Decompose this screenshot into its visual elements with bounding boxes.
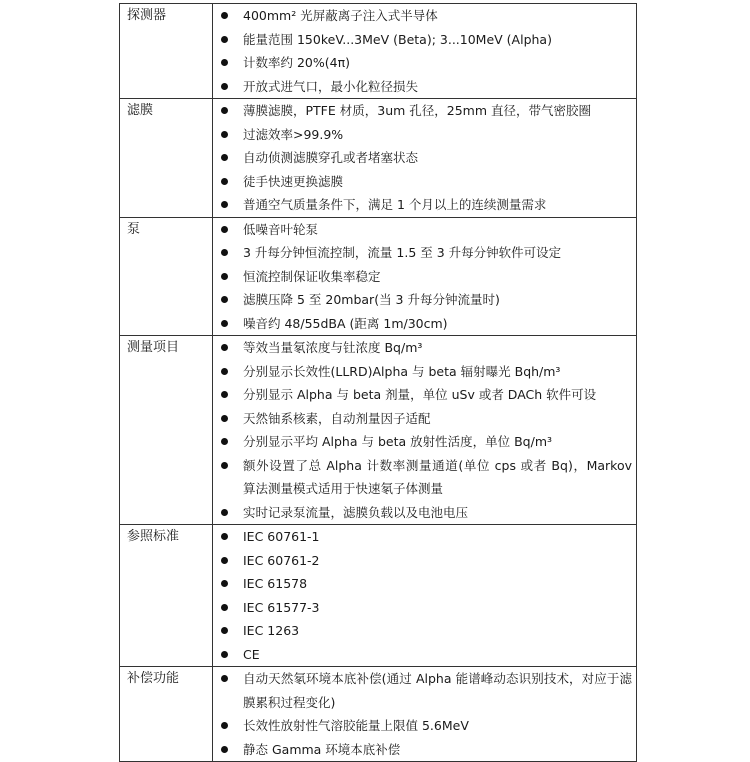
list-item — [213, 241, 636, 265]
list-item — [213, 454, 636, 501]
list-item — [213, 667, 636, 714]
bullet-icon — [221, 12, 228, 19]
bullet-icon — [221, 604, 228, 611]
list-item — [213, 336, 636, 360]
category-cell — [120, 99, 213, 218]
items-cell — [213, 217, 637, 336]
list-item — [213, 51, 636, 75]
category-label: 滤膜 — [127, 103, 154, 118]
list-item — [213, 714, 636, 738]
list-item — [213, 170, 636, 194]
list-item-text: 分别显示平均 Alpha 与 beta 放射性活度，单位 Bq/m³ — [243, 434, 553, 449]
list-item-text: 计数率约 20%(4π) — [243, 55, 350, 70]
list-item-text: 低噪音叶轮泵 — [243, 221, 319, 237]
list-item-text: IEC 60761-1 — [243, 529, 320, 544]
list-item — [213, 75, 636, 99]
spec-row — [120, 99, 637, 218]
list-item — [213, 218, 636, 242]
list-item — [213, 28, 636, 52]
bullet-list — [213, 4, 636, 98]
list-item — [213, 738, 636, 762]
list-item-text: 滤膜压降 5 至 20mbar(当 3 升每分钟流量时) — [243, 292, 500, 307]
bullet-icon — [221, 131, 228, 138]
category-label: 泵 — [127, 221, 141, 237]
list-item-text: IEC 1263 — [243, 623, 300, 638]
list-item — [213, 265, 636, 289]
spec-table — [119, 3, 637, 762]
list-item — [213, 4, 636, 28]
list-item-text: 静态 Gamma 环境本底补偿 — [243, 741, 401, 757]
category-label: 补偿功能 — [127, 671, 180, 686]
bullet-icon — [221, 83, 228, 90]
list-item-text: 薄膜滤膜，PTFE 材质，3um 孔径，25mm 直径，带气密胶圈 — [243, 103, 591, 118]
list-item — [213, 619, 636, 643]
category-label: 探测器 — [127, 8, 167, 23]
list-item — [213, 549, 636, 573]
bullet-icon — [221, 438, 228, 445]
bullet-icon — [221, 107, 228, 114]
list-item-text: IEC 61577-3 — [243, 599, 320, 615]
bullet-icon — [221, 154, 228, 161]
bullet-icon — [221, 296, 228, 303]
bullet-icon — [221, 249, 228, 256]
list-item — [213, 193, 636, 217]
list-item — [213, 288, 636, 312]
bullet-icon — [221, 580, 228, 587]
list-item — [213, 596, 636, 620]
list-item-text: 额外设置了总 Alpha 计数率测量通道(单位 cps 或者 Bq)，Markov 算法测量模式适用于快速氡子体测量 — [243, 457, 632, 496]
spec-row — [120, 217, 637, 336]
category-cell — [120, 667, 213, 762]
list-item-text: 实时记录泵流量，滤膜负载以及电池电压 — [243, 504, 469, 520]
list-item-text: 等效当量氡浓度与钍浓度 Bq/m³ — [243, 340, 423, 355]
list-item-text: 恒流控制保证收集率稳定 — [243, 268, 381, 284]
bullet-icon — [221, 746, 228, 753]
list-item-text: 能量范围 150keV...3MeV (Beta); 3...10MeV (Alpha) — [243, 31, 552, 47]
bullet-icon — [221, 391, 228, 398]
category-cell — [120, 336, 213, 525]
list-item — [213, 146, 636, 170]
items-cell — [213, 4, 637, 99]
bullet-icon — [221, 344, 228, 351]
list-item-text: 开放式进气口，最小化粒径损失 — [243, 78, 419, 94]
bullet-list — [213, 667, 636, 761]
bullet-icon — [221, 651, 228, 658]
list-item-text: 3 升每分钟恒流控制，流量 1.5 至 3 升每分钟软件可设定 — [243, 245, 562, 260]
bullet-list — [213, 99, 636, 217]
bullet-icon — [221, 533, 228, 540]
list-item-text: 自动侦测滤膜穿孔或者堵塞状态 — [243, 150, 419, 165]
spec-table-body — [120, 4, 637, 762]
spec-row — [120, 336, 637, 525]
list-item — [213, 407, 636, 431]
list-item-text: 天然铀系核素，自动剂量因子适配 — [243, 410, 431, 426]
list-item — [213, 123, 636, 147]
bullet-icon — [221, 178, 228, 185]
items-cell — [213, 667, 637, 762]
list-item-text: IEC 61578 — [243, 576, 308, 591]
bullet-list — [213, 336, 636, 524]
list-item — [213, 430, 636, 454]
bullet-icon — [221, 415, 228, 422]
list-item-text: CE — [243, 646, 260, 662]
list-item — [213, 501, 636, 525]
bullet-icon — [221, 59, 228, 66]
list-item-text: 徒手快速更换滤膜 — [243, 173, 344, 189]
list-item — [213, 312, 636, 336]
list-item — [213, 643, 636, 667]
bullet-icon — [221, 627, 228, 634]
category-cell — [120, 525, 213, 667]
list-item-text: IEC 60761-2 — [243, 552, 320, 568]
category-cell — [120, 217, 213, 336]
items-cell — [213, 336, 637, 525]
list-item-text: 自动天然氡环境本底补偿(通过 Alpha 能谱峰动态识别技术，对应于滤膜累积过程变化) — [243, 671, 632, 710]
bullet-icon — [221, 226, 228, 233]
list-item-text: 分别显示 Alpha 与 beta 剂量，单位 uSv 或者 DACh 软件可设 — [243, 387, 597, 402]
spec-row — [120, 4, 637, 99]
bullet-icon — [221, 201, 228, 208]
list-item — [213, 99, 636, 123]
bullet-icon — [221, 462, 228, 469]
spec-row — [120, 667, 637, 762]
bullet-icon — [221, 273, 228, 280]
bullet-icon — [221, 509, 228, 516]
list-item — [213, 383, 636, 407]
bullet-list — [213, 218, 636, 336]
category-label: 测量项目 — [127, 340, 180, 355]
bullet-icon — [221, 722, 228, 729]
category-cell — [120, 4, 213, 99]
list-item-text: 分别显示长效性(LLRD)Alpha 与 beta 辐射曝光 Bqh/m³ — [243, 363, 561, 379]
list-item-text: 长效性放射性气溶胶能量上限值 5.6MeV — [243, 718, 469, 733]
bullet-icon — [221, 36, 228, 43]
bullet-icon — [221, 320, 228, 327]
bullet-icon — [221, 368, 228, 375]
category-label: 参照标准 — [127, 529, 180, 544]
list-item — [213, 572, 636, 596]
list-item-text: 400mm² 光屏蔽离子注入式半导体 — [243, 8, 438, 23]
list-item-text: 噪音约 48/55dBA (距离 1m/30cm) — [243, 315, 448, 331]
spec-row — [120, 525, 637, 667]
items-cell — [213, 99, 637, 218]
list-item-text: 过滤效率>99.9% — [243, 126, 344, 142]
bullet-icon — [221, 557, 228, 564]
list-item-text: 普通空气质量条件下，满足 1 个月以上的连续测量需求 — [243, 197, 547, 212]
bullet-icon — [221, 675, 228, 682]
list-item — [213, 360, 636, 384]
items-cell — [213, 525, 637, 667]
bullet-list — [213, 525, 636, 666]
list-item — [213, 525, 636, 549]
